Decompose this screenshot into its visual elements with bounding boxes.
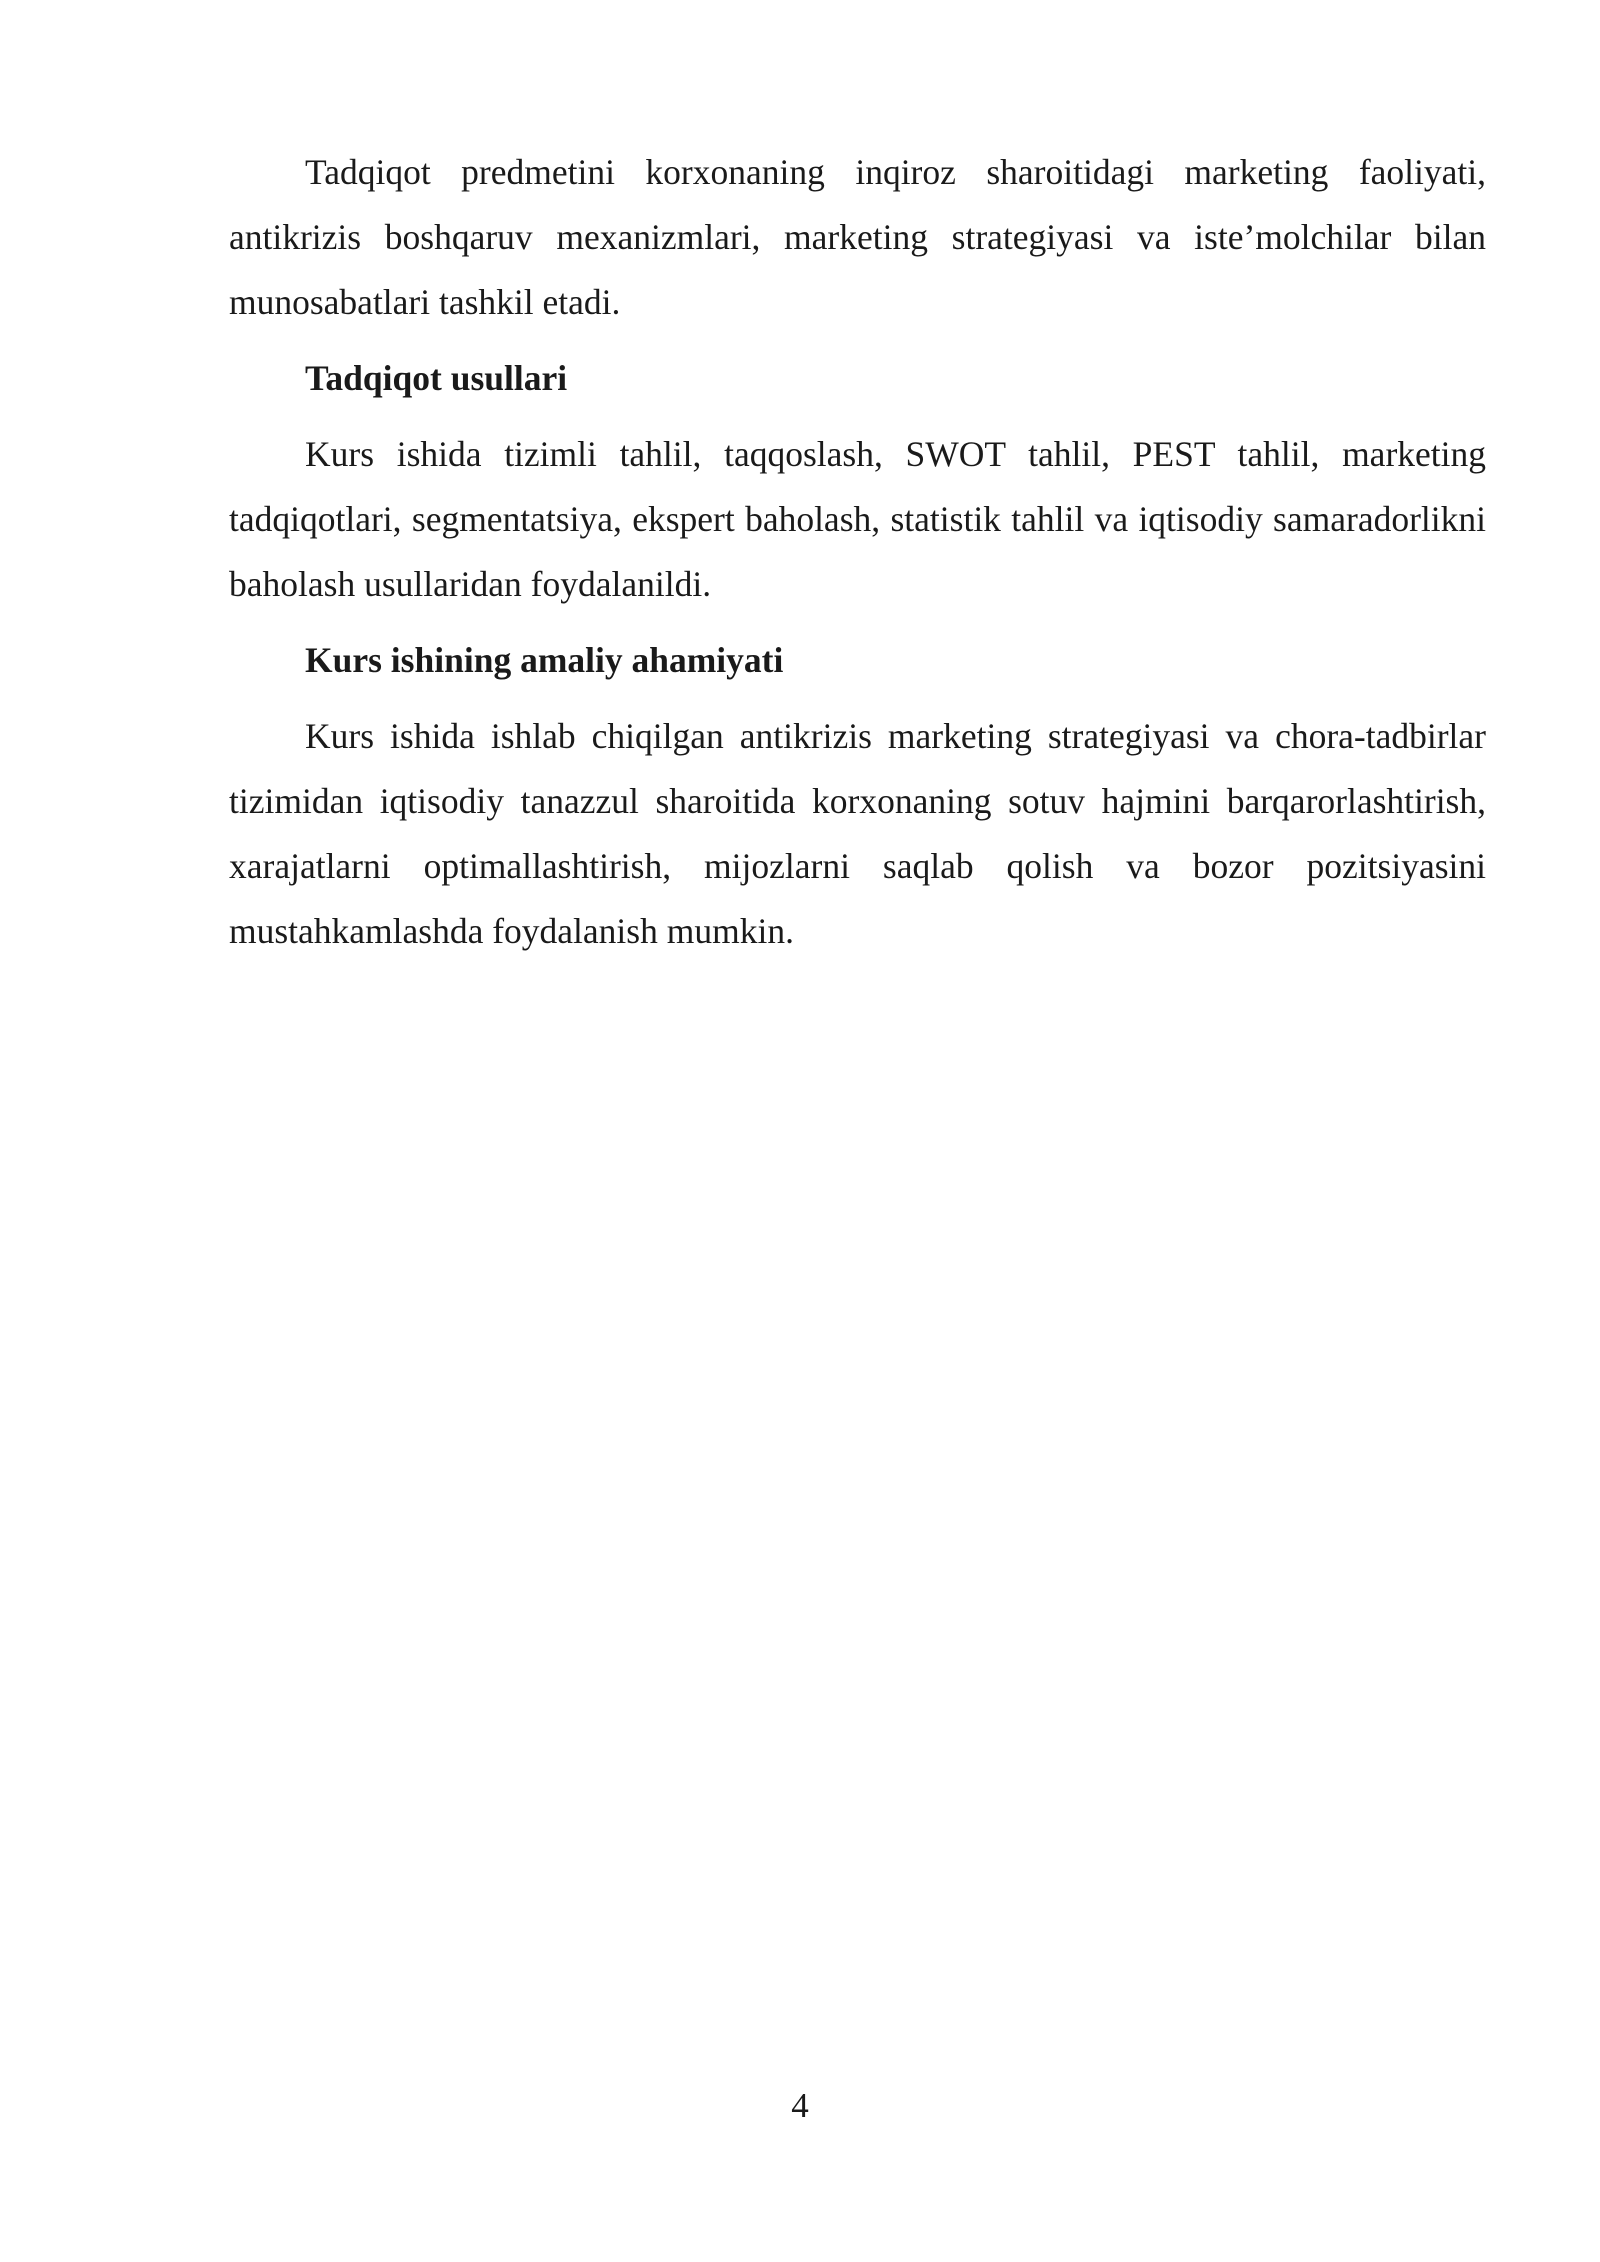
page-content [229,140,1486,964]
research-subject-paragraph: Tadqiqot predmetini korxonaning inqiroz sharoitidagi marketing faoliyati, antikrizis boshqaruv mexanizmlari, marketing strategiyasi va iste’molchilar bilan munosabatlari tashkil etadi. [229,152,1486,322]
practical-significance-heading: Kurs ishining amaliy ahamiyati [305,640,784,680]
research-methods-heading: Tadqiqot usullari [305,358,568,398]
practical-significance-paragraph: Kurs ishida ishlab chiqilgan antikrizis marketing strategiyasi va chora-tadbirlar tizimidan iqtisodiy tanazzul sharoitida korxonaning sotuv hajmini barqarorlashtirish, xarajatlarni optimallashtirish, mijozlarni saqlab qolish va bozor pozitsiyasini mustahkamlashda foydalanish mumkin. [229,716,1486,951]
research-methods-paragraph: Kurs ishida tizimli tahlil, taqqoslash, SWOT tahlil, PEST tahlil, marketing tadqiqotlari, segmentatsiya, ekspert baholash, statistik tahlil va iqtisodiy samaradorlikni baholash usullaridan foydalanildi. [229,434,1486,604]
page-number: 4 [791,2086,809,2125]
